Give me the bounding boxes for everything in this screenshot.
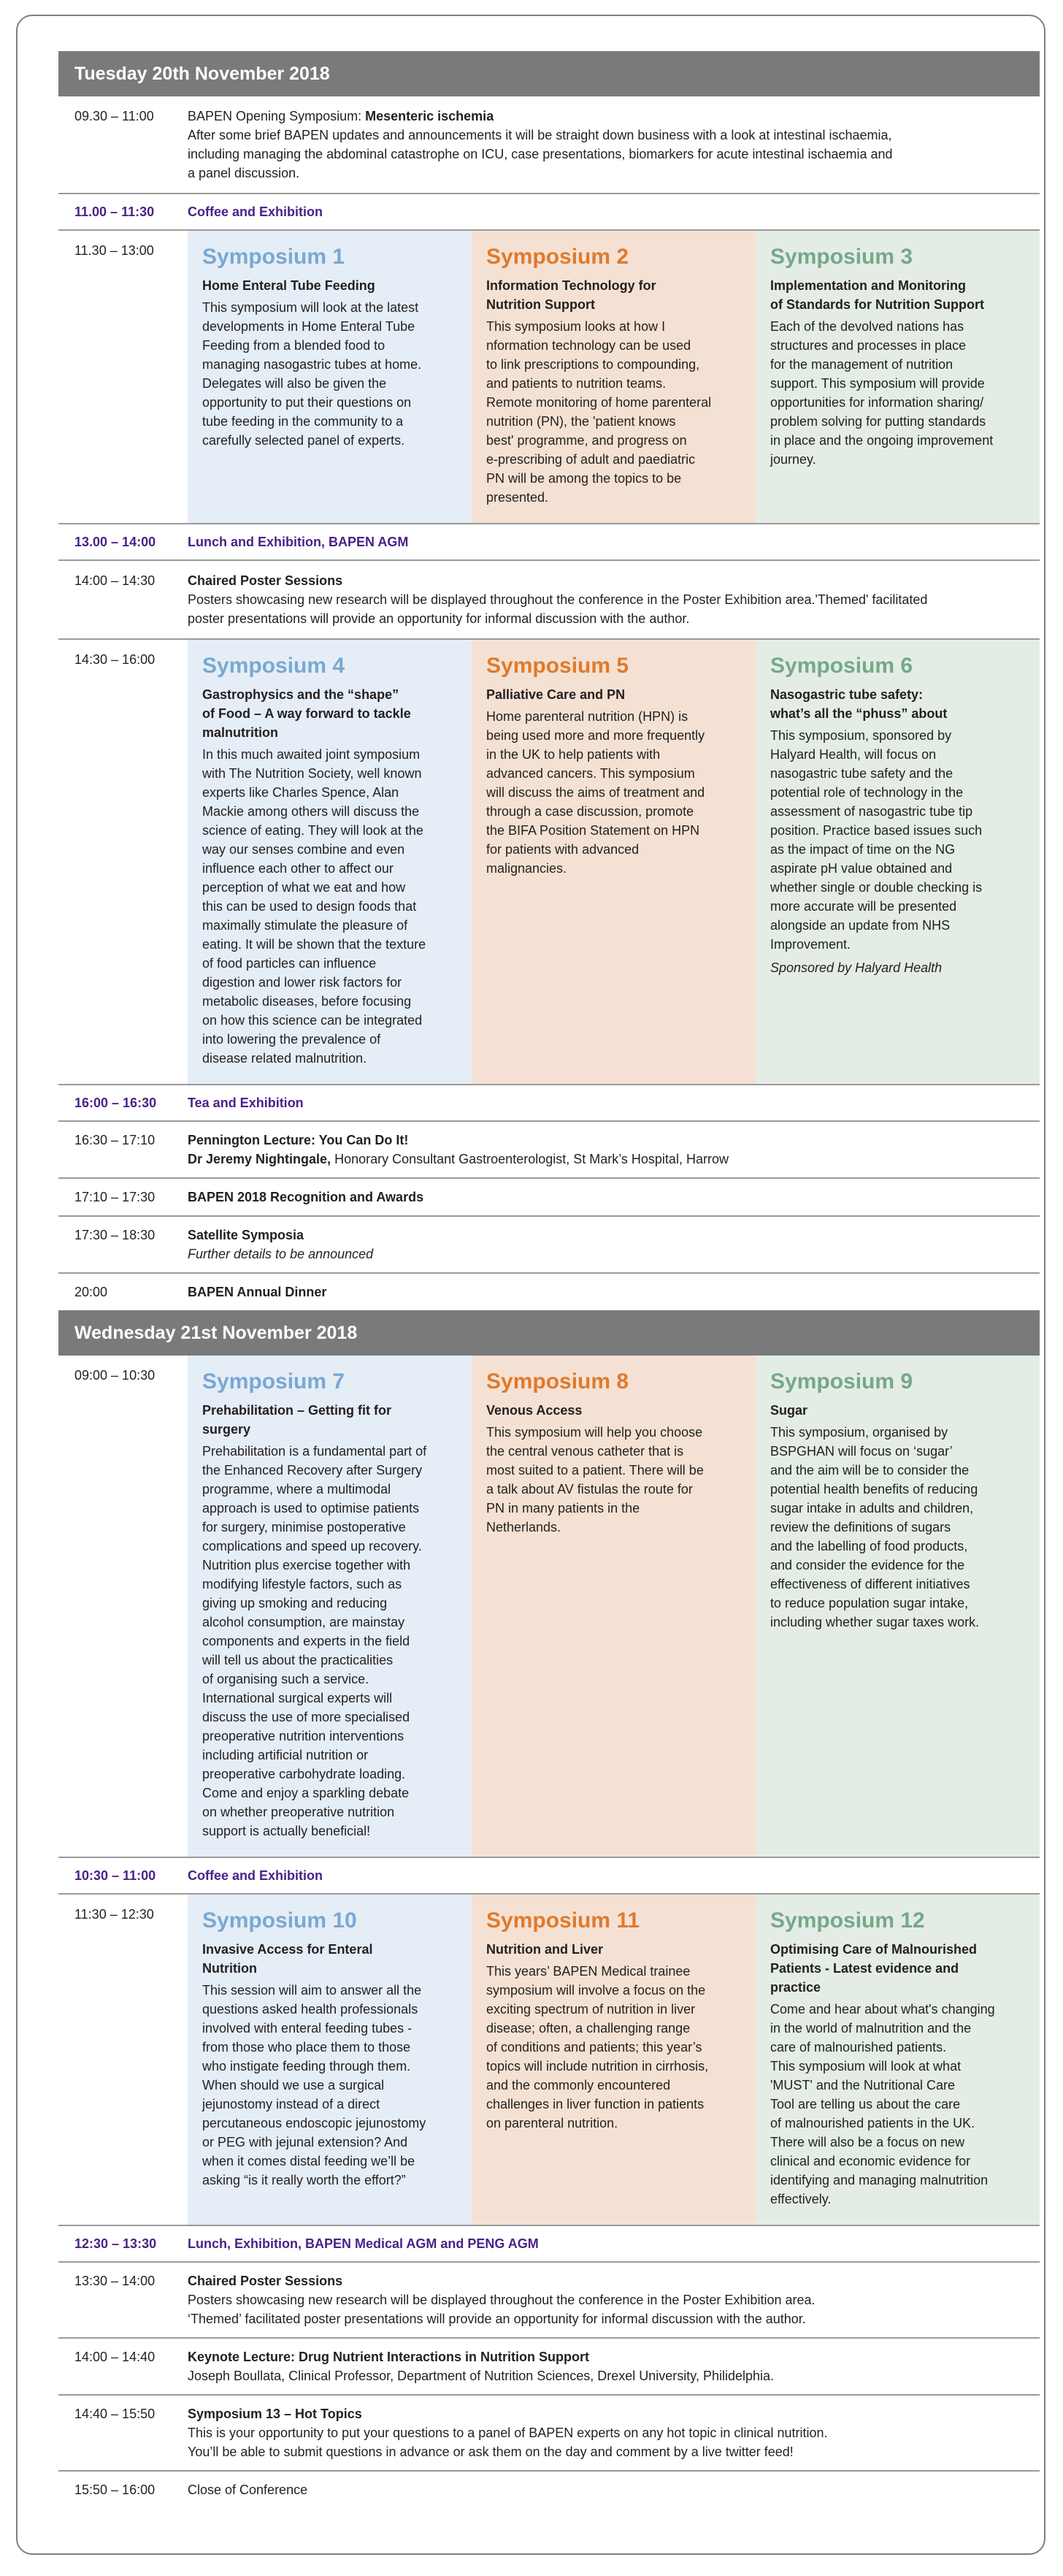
symposium-columns bbox=[188, 231, 1040, 523]
break-label: Lunch and Exhibition, BAPEN AGM bbox=[188, 535, 409, 549]
symposium-title: Symposium 10 bbox=[202, 1908, 357, 1933]
symposium-subtitle: Nasogastric tube safety: what’s all the “phuss” about bbox=[770, 687, 948, 721]
symposium-title: Symposium 3 bbox=[770, 245, 913, 269]
break-lunch-2 bbox=[58, 2226, 1040, 2263]
programme-content bbox=[58, 51, 1040, 2508]
session-title: Satellite Symposia bbox=[188, 1228, 304, 1242]
symposium-subtitle: Implementation and Monitoring of Standards for Nutrition Support bbox=[770, 278, 984, 312]
session-body bbox=[188, 2339, 1040, 2394]
symposium-block-1 bbox=[58, 231, 1040, 524]
break-time: 12:30 – 13:30 bbox=[74, 2236, 157, 2251]
block-time: 11:30 – 12:30 bbox=[74, 1907, 154, 1922]
day2-header: Wednesday 21st November 2018 bbox=[58, 1310, 1040, 1356]
session-title: Chaired Poster Sessions bbox=[188, 573, 343, 588]
session-prefix: BAPEN Opening Symposium: bbox=[188, 109, 366, 123]
session-time: 09.30 – 11:00 bbox=[74, 109, 154, 123]
symposium-block-3 bbox=[58, 1356, 1040, 1858]
lecture-speaker: Dr Jeremy Nightingale, bbox=[188, 1152, 331, 1166]
block-time: 09:00 – 10:30 bbox=[74, 1368, 156, 1383]
symposium-subtitle: Optimising Care of Malnourished Patients - Latest evidence and practice bbox=[770, 1942, 978, 1995]
symposium-desc: This symposium, organised by BSPGHAN will focus on ‘sugar’ and the aim will be to consider the potential health benefits of reducing sugar intake in adults and children, review the definitions of sugars and the labelling of food products, and consider the evidence for the effectiveness of different initiatives to reduce population sugar intake, including whether sugar taxes work. bbox=[770, 1425, 980, 1629]
session-time: 17:30 – 18:30 bbox=[74, 1228, 156, 1242]
symposium-title: Symposium 2 bbox=[486, 245, 629, 269]
symposium-4 bbox=[188, 640, 472, 1084]
break-label: Coffee and Exhibition bbox=[188, 1868, 323, 1883]
symposium-subtitle: Home Enteral Tube Feeding bbox=[202, 278, 375, 293]
block-time: 11.30 – 13:00 bbox=[74, 243, 154, 258]
session-body bbox=[188, 2263, 1040, 2337]
symposium-desc: This symposium will help you choose the central venous catheter that is most suited to a patient. There will be a talk about AV fistulas the route for PN in many patients in the Netherlands. bbox=[486, 1425, 704, 1534]
session-time: 16:30 – 17:10 bbox=[74, 1133, 156, 1147]
session-body bbox=[188, 1122, 1040, 1177]
session-title: Mesenteric ischemia bbox=[365, 109, 494, 123]
session-title: Symposium 13 – Hot Topics bbox=[188, 2407, 362, 2421]
symposium-1 bbox=[188, 231, 472, 523]
symposium-title: Symposium 7 bbox=[202, 1369, 345, 1394]
symposium-6 bbox=[756, 640, 1040, 1084]
session-title: Pennington Lecture: You Can Do It! bbox=[188, 1133, 409, 1147]
session-title: Keynote Lecture: Drug Nutrient Interactions in Nutrition Support bbox=[188, 2350, 590, 2364]
session-time: 20:00 bbox=[74, 1285, 108, 1299]
session-title: BAPEN 2018 Recognition and Awards bbox=[188, 1190, 424, 1204]
symposium-subtitle: Nutrition and Liver bbox=[486, 1942, 604, 1957]
symposium-desc: In this much awaited joint symposium with The Nutrition Society, well known experts like Charles Spence, Alan Mackie among others will discuss the science of eating. They will look at the way our senses combine and even influence each other to affect our perception of what we eat and how this can be used to design foods that maximally stimulate the pleasure of eating. It will be shown that the texture of food particles can influence digestion and lower risk factors for metabolic diseases, before focusing on how this science can be integrated into lowering the prevalence of disease related malnutrition. bbox=[202, 747, 426, 1066]
symposium-title: Symposium 6 bbox=[770, 654, 913, 678]
session-body bbox=[188, 1217, 1040, 1272]
session-note: Further details to be announced bbox=[188, 1247, 374, 1261]
session-hot-topics bbox=[58, 2396, 1040, 2472]
block-time: 14:30 – 16:00 bbox=[74, 652, 156, 667]
symposium-subtitle: Gastrophysics and the “shape” of Food – A way forward to tackle malnutrition bbox=[202, 687, 411, 740]
symposium-desc: This session will aim to answer all the questions asked health professionals involved with enteral feeding tubes - from those who place them to those who instigate feeding through them. When should we use a surgical jejunostomy instead of a direct percutaneous endoscopic jejunostomy or PEG with jejunal extension? And when it comes distal feeding we’ll be asking “is it really worth the effort?” bbox=[202, 1983, 426, 2187]
session-posters-2 bbox=[58, 2263, 1040, 2339]
symposium-10 bbox=[188, 1895, 472, 2225]
symposium-title: Symposium 1 bbox=[202, 245, 345, 269]
symposium-7 bbox=[188, 1356, 472, 1857]
session-opening bbox=[58, 96, 1040, 194]
symposium-11 bbox=[472, 1895, 756, 2225]
session-desc: Joseph Boullata, Clinical Professor, Department of Nutrition Sciences, Drexel University, Philidelphia. bbox=[188, 2369, 775, 2383]
symposium-block-2 bbox=[58, 640, 1040, 1085]
symposium-desc: This symposium looks at how I nformation technology can be used to link prescriptions to compounding, and patients to nutrition teams. Remote monitoring of home parenteral nutrition (PN), the 'patient knows best' programme, and progress on e-prescribing of adult and paediatric PN will be among the topics to be presented. bbox=[486, 319, 712, 505]
symposium-desc: This symposium will look at the latest developments in Home Enteral Tube Feeding from a blended food to managing nasogastric tubes at home. Delegates will also be given the opportunity to put their questions on tube feeding in the community to a carefully selected panel of experts. bbox=[202, 300, 422, 448]
symposium-title: Symposium 5 bbox=[486, 654, 629, 678]
session-title: Close of Conference bbox=[188, 2483, 308, 2497]
break-lunch-1 bbox=[58, 524, 1040, 561]
symposium-columns bbox=[188, 1895, 1040, 2225]
symposium-columns bbox=[188, 1356, 1040, 1857]
session-desc: This is your opportunity to put your questions to a panel of BAPEN experts on any hot topic in clinical nutrition. You’ll be able to submit questions in advance or ask them on the day and comment by a live twitter feed! bbox=[188, 2426, 828, 2459]
session-close bbox=[58, 2472, 1040, 2508]
symposium-block-4 bbox=[58, 1895, 1040, 2226]
symposium-subtitle: Sugar bbox=[770, 1403, 808, 1418]
break-time: 16:00 – 16:30 bbox=[74, 1096, 157, 1110]
session-satellite bbox=[58, 1217, 1040, 1274]
session-body bbox=[188, 561, 1040, 638]
session-time: 17:10 – 17:30 bbox=[74, 1190, 156, 1204]
symposium-subtitle: Information Technology for Nutrition Support bbox=[486, 278, 656, 312]
session-keynote bbox=[58, 2339, 1040, 2396]
symposium-9 bbox=[756, 1356, 1040, 1857]
symposium-subtitle: Palliative Care and PN bbox=[486, 687, 626, 702]
break-label: Lunch, Exhibition, BAPEN Medical AGM and PENG AGM bbox=[188, 2236, 539, 2251]
session-dinner bbox=[58, 1274, 1040, 1310]
symposium-desc: This years’ BAPEN Medical trainee symposium will involve a focus on the exciting spectrum of nutrition in liver disease; often, a challenging range of conditions and patients; this year’s topics will include nutrition in cirrhosis, and the commonly encountered challenges in liver function in patients on parenteral nutrition. bbox=[486, 1964, 709, 2130]
lecture-speaker-role: Honorary Consultant Gastroenterologist, St Mark’s Hospital, Harrow bbox=[331, 1152, 729, 1166]
break-tea bbox=[58, 1085, 1040, 1122]
session-posters-1 bbox=[58, 561, 1040, 640]
symposium-columns bbox=[188, 640, 1040, 1084]
symposium-desc: Prehabilitation is a fundamental part of the Enhanced Recovery after Surgery programme, where a multimodal approach is used to optimise patients for surgery, minimise postoperative complications and speed up recovery. Nutrition plus exercise together with modifying lifestyle factors, such as giving up smoking and reducing alcohol consumption, are mainstay components and experts in the field will tell us about the practicalities of organising such a service. International surgical experts will discuss the use of more specialised preoperative nutrition interventions including artificial nutrition or preoperative carbohydrate loading. Come and enjoy a sparkling debate on whether preoperative nutrition support is actually beneficial! bbox=[202, 1444, 427, 1838]
symposium-title: Symposium 4 bbox=[202, 654, 345, 678]
session-time: 13:30 – 14:00 bbox=[74, 2274, 156, 2288]
symposium-title: Symposium 9 bbox=[770, 1369, 913, 1394]
symposium-subtitle: Invasive Access for Enteral Nutrition bbox=[202, 1942, 373, 1976]
symposium-desc: Come and hear about what's changing in the world of malnutrition and the care of malnourished patients. This symposium will look at what 'MUST' and the Nutritional Care Tool are telling us about the care of malnourished patients in the UK. There will also be a focus on new clinical and economic evidence for identifying and managing malnutrition effectively. bbox=[770, 2002, 995, 2206]
symposium-2 bbox=[472, 231, 756, 523]
session-lecture bbox=[58, 1122, 1040, 1179]
break-time: 11.00 – 11:30 bbox=[74, 205, 155, 219]
session-desc: After some brief BAPEN updates and announcements it will be straight down business with a look at intestinal ischaemia, including managing the abdominal catastrophe on ICU, case presentations, biomarkers for acute intestinal ischaemia and a panel discussion. bbox=[188, 128, 893, 180]
break-label: Coffee and Exhibition bbox=[188, 205, 323, 219]
session-body bbox=[188, 2396, 1040, 2470]
session-body bbox=[188, 96, 1040, 193]
session-awards bbox=[58, 1179, 1040, 1217]
symposium-3 bbox=[756, 231, 1040, 523]
symposium-desc: Each of the devolved nations has structures and processes in place for the management of nutrition support. This symposium will provide opportunities for information sharing/ problem solving for putting standards in place and the ongoing improvement journey. bbox=[770, 319, 994, 467]
break-coffee-2 bbox=[58, 1858, 1040, 1895]
session-time: 15:50 – 16:00 bbox=[74, 2483, 156, 2497]
symposium-8 bbox=[472, 1356, 756, 1857]
session-time: 14:00 – 14:40 bbox=[74, 2350, 156, 2364]
symposium-desc: Home parenteral nutrition (HPN) is being used more and more frequently in the UK to help patients with advanced cancers. This symposium will discuss the aims of treatment and through a case discussion, promote the BIFA Position Statement on HPN for patients with advanced malignancies. bbox=[486, 709, 705, 876]
session-title: BAPEN Annual Dinner bbox=[188, 1285, 327, 1299]
symposium-desc: This symposium, sponsored by Halyard Health, will focus on nasogastric tube safety and the potential role of technology in the assessment of nasogastric tube tip position. Practice based issues such as the impact of time on the NG aspirate pH value obtained and whether single or double checking is more accurate will be presented alongside an update from NHS Improvement. bbox=[770, 728, 983, 952]
break-time: 13.00 – 14:00 bbox=[74, 535, 156, 549]
symposium-5 bbox=[472, 640, 756, 1084]
break-label: Tea and Exhibition bbox=[188, 1096, 304, 1110]
symposium-12 bbox=[756, 1895, 1040, 2225]
symposium-title: Symposium 12 bbox=[770, 1908, 925, 1933]
symposium-title: Symposium 8 bbox=[486, 1369, 629, 1394]
break-coffee-1 bbox=[58, 194, 1040, 231]
programme-frame bbox=[16, 15, 1045, 2555]
symposium-title: Symposium 11 bbox=[486, 1908, 640, 1933]
symposium-subtitle: Prehabilitation – Getting fit for surgery bbox=[202, 1403, 392, 1437]
session-desc: Posters showcasing new research will be displayed throughout the conference in the Poster Exhibition area.'Themed' facilitated poster presentations will provide an opportunity for informal discussion with the author. bbox=[188, 592, 928, 626]
session-title: Chaired Poster Sessions bbox=[188, 2274, 343, 2288]
symposium-subtitle: Venous Access bbox=[486, 1403, 583, 1418]
session-time: 14:00 – 14:30 bbox=[74, 573, 156, 588]
symposium-sponsor: Sponsored by Halyard Health bbox=[770, 960, 943, 975]
day1-header: Tuesday 20th November 2018 bbox=[58, 51, 1040, 96]
session-time: 14:40 – 15:50 bbox=[74, 2407, 156, 2421]
session-desc: Posters showcasing new research will be displayed throughout the conference in the Poster Exhibition area. ‘Themed’ facilitated poster presentations will provide an opportunity for informal discussion with the author. bbox=[188, 2293, 816, 2326]
break-time: 10:30 – 11:00 bbox=[74, 1868, 156, 1883]
